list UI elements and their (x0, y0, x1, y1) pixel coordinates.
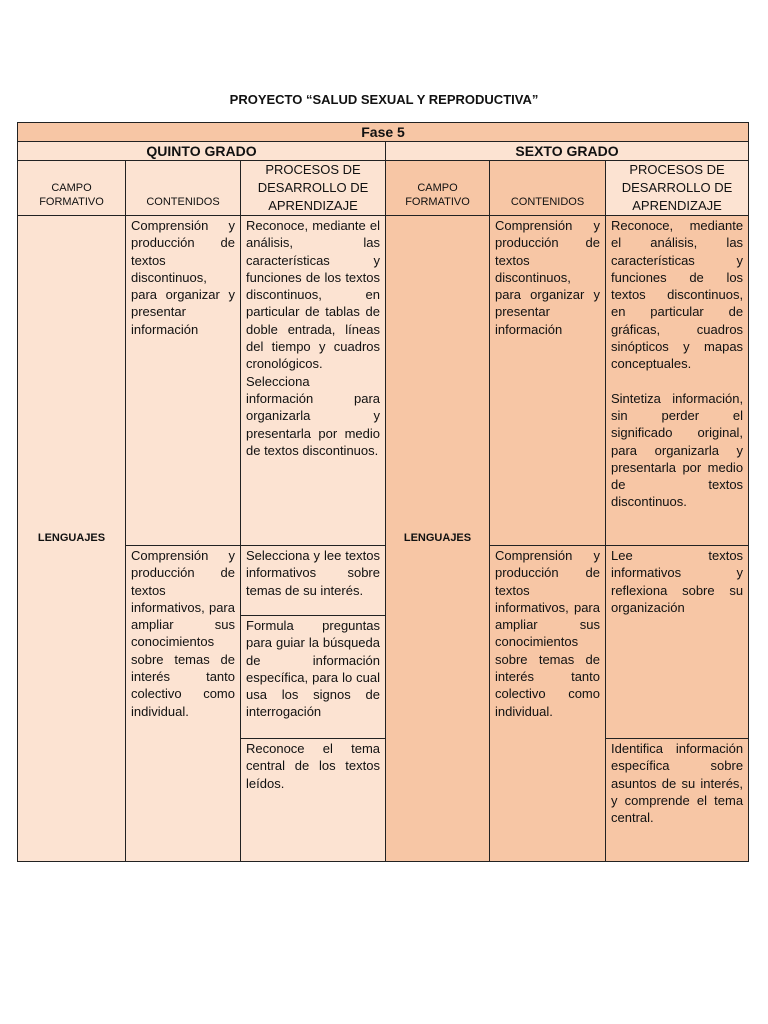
quinto-proceso-1b: Selecciona información para organizarla y presentarla por medio de textos discontinuos. (246, 373, 380, 458)
project-table (17, 122, 749, 862)
page-title: PROYECTO “SALUD SEXUAL Y REPRODUCTIVA” (229, 92, 539, 107)
quinto-contenido-2: Comprensión y producción de textos informativos, para ampliar sus conocimientos sobre temas de interés tanto colectivo como individual. (126, 546, 241, 862)
quinto-proceso-1a: Reconoce, mediante el análisis, las características y funciones de los textos discontinuos, en particular de tablas de doble entrada, líneas del tiempo y cuadros cronológicos. (246, 218, 380, 372)
sexto-campo-header: CAMPO FORMATIVO (386, 161, 490, 216)
quinto-proceso-1 (241, 216, 386, 546)
sexto-grado-header: SEXTO GRADO (386, 142, 749, 161)
sexto-proceso-1b: Sintetiza información, sin perder el significado original, para organizarla y presentarla por medio de textos discontinuos. (611, 390, 744, 510)
quinto-proceso-2c: Reconoce el tema central de los textos leídos. (241, 739, 386, 862)
quinto-contenido-1: Comprensión y producción de textos discontinuos, para organizar y presentar información (126, 216, 241, 546)
sexto-contenidos-header: CONTENIDOS (490, 161, 606, 216)
sexto-proceso-2b: Identifica información específica sobre asuntos de su interés, y comprende el tema central. (606, 739, 749, 862)
fase-header: Fase 5 (18, 123, 749, 142)
sexto-contenido-1: Comprensión y producción de textos discontinuos, para organizar y presentar información (490, 216, 606, 546)
quinto-contenidos-header: CONTENIDOS (126, 161, 241, 216)
quinto-campo-formativo: LENGUAJES (18, 216, 126, 862)
sexto-campo-formativo: LENGUAJES (386, 216, 490, 862)
sexto-contenido-2: Comprensión y producción de textos informativos, para ampliar sus conocimientos sobre temas de interés tanto colectivo como individual. (490, 546, 606, 862)
sexto-procesos-header: PROCESOS DE DESARROLLO DE APRENDIZAJE (606, 161, 749, 216)
sexto-proceso-1 (606, 216, 749, 546)
quinto-proceso-2a: Selecciona y lee textos informativos sobre temas de su interés. (241, 546, 386, 616)
quinto-campo-header: CAMPO FORMATIVO (18, 161, 126, 216)
quinto-proceso-2b: Formula preguntas para guiar la búsqueda de información específica, para lo cual usa los signos de interrogación (241, 616, 386, 739)
sexto-proceso-1a: Reconoce, mediante el análisis, las características y funciones de los textos discontinuos, en particular de gráficas, cuadros sinópticos y mapas conceptuales. (611, 218, 744, 372)
quinto-grado-header: QUINTO GRADO (18, 142, 386, 161)
sexto-proceso-2a: Lee textos informativos y reflexiona sobre su organización (606, 546, 749, 739)
quinto-procesos-header: PROCESOS DE DESARROLLO DE APRENDIZAJE (241, 161, 386, 216)
